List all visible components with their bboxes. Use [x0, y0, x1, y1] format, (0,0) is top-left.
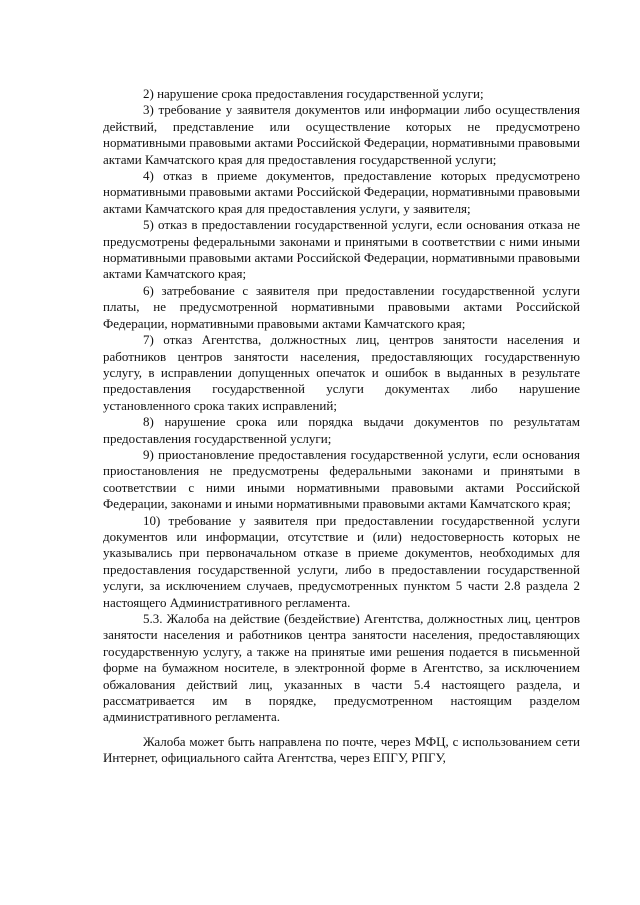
paragraph-item-2: 2) нарушение срока предоставления государственной услуги;	[143, 86, 484, 101]
document-body	[103, 86, 580, 767]
paragraph-item-3: 3) требование у заявителя документов или информации либо осуществления действий, представление или осуществление которых не предусмотрено нормативными правовыми актами Российской Федерации, нормативными правовыми актами Камчатского края для предоставления государственной услуги;	[103, 102, 580, 167]
paragraph-item-8: 8) нарушение срока или порядка выдачи документов по результатам предоставления государственной услуги;	[103, 414, 580, 446]
paragraph-item-9: 9) приостановление предоставления государственной услуги, если основания приостановления не предусмотрены федеральными законами и принятыми в соответствии с ними иными нормативными правовыми актами Российской Федерации, законами и иными нормативными правовыми актами Камчатского края;	[103, 446, 580, 512]
paragraph-item-6: 6) затребование с заявителя при предоставлении государственной услуги платы, не предусмотренной нормативными правовыми актами Российской Федерации, нормативными правовыми актами Камчатского края;	[103, 282, 580, 331]
paragraph-item-10: 10) требование у заявителя при предоставлении государственной услуги документов или информации, отсутствие и (или) недостоверность которых не указывались при первоначальном отказе в приеме документов, необходимых для предоставления государственной услуги, либо в предоставлении государственной услуги, за исключением случаев, предусмотренных пунктом 5 части 2.8 раздела 2 настоящего Административного регламента.	[103, 512, 580, 610]
paragraph-section-5-3: 5.3. Жалоба на действие (бездействие) Агентства, должностных лиц, центров занятости населения и работников центра занятости населения, предоставляющих государственную услугу, а также на принятые ими решения подается в письменной форме на бумажном носителе, в электронной форме в Агентство, за исключением обжалования действий лиц, указанных в части 5.4 настоящего раздела, и рассматривается им в порядке, предусмотренном настоящим разделом административного регламента.	[103, 611, 580, 725]
paragraph-complaint-channels: Жалоба может быть направлена по почте, через МФЦ, с использованием сети Интернет, официального сайта Агентства, через ЕПГУ, РПГУ,	[103, 733, 580, 766]
paragraph-item-5: 5) отказ в предоставлении государственной услуги, если основания отказа не предусмотрены федеральными законами и принятыми в соответствии с ними иными нормативными правовыми актами Российской Федерации, нормативными правовыми актами Камчатского края;	[103, 217, 580, 282]
paragraph-item-7: 7) отказ Агентства, должностных лиц, центров занятости населения и работников центров занятости населения, предоставляющих государственную услугу, в исправлении допущенных опечаток и ошибок в выданных в результате предоставления государственной услуги документах либо нарушение установленного срока таких исправлений;	[103, 332, 580, 413]
paragraph-item-4: 4) отказ в приеме документов, предоставление которых предусмотрено нормативными правовыми актами Российской Федерации, нормативными правовыми актами Камчатского края для предоставления услуги, у заявителя;	[103, 168, 580, 216]
